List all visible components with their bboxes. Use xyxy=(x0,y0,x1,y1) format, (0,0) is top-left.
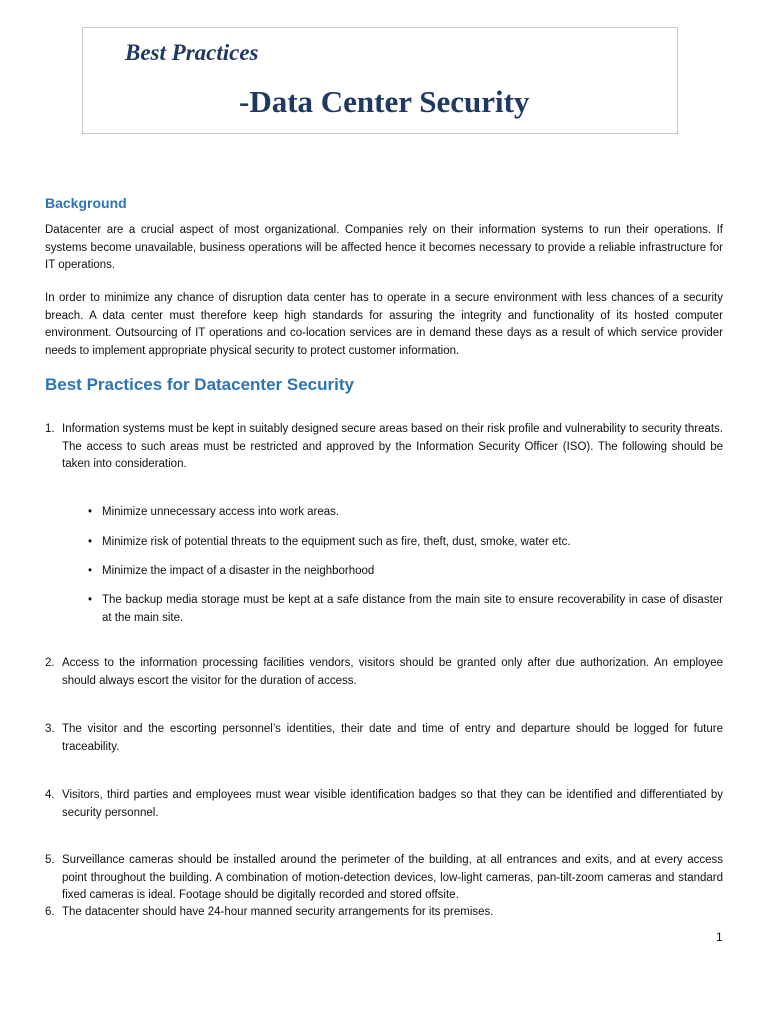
page-number: 1 xyxy=(716,930,723,944)
list-item xyxy=(45,904,723,922)
bullet-item xyxy=(88,563,723,581)
bullet-icon: • xyxy=(88,565,93,577)
list-item-number: 1. xyxy=(45,423,55,435)
bullet-text: The backup media storage must be kept at a safe distance from the main site to ensure recoverability in case of disaster at the main site. xyxy=(102,594,723,624)
list-item xyxy=(45,721,723,756)
title-box xyxy=(82,27,678,134)
list-item-text: Information systems must be kept in suitably designed secure areas based on their risk profile and vulnerability to security threats. The access to such areas must be restricted and approved by the Information Security Officer (ISO). The following should be taken into consideration. xyxy=(62,423,723,470)
list-item-text: The visitor and the escorting personnel’s identities, their date and time of entry and departure should be logged for future traceability. xyxy=(62,723,723,753)
bullet-text: Minimize the impact of a disaster in the neighborhood xyxy=(102,565,375,577)
list-item-number: 4. xyxy=(45,789,55,801)
list-item xyxy=(45,421,723,474)
list-item-number: 2. xyxy=(45,657,55,669)
bullet-icon: • xyxy=(88,594,93,606)
document-title-line2: -Data Center Security xyxy=(239,84,530,119)
document-title-line1: Best Practices xyxy=(125,40,259,65)
bullet-item xyxy=(88,592,723,627)
bullet-item xyxy=(88,504,723,522)
list-item xyxy=(45,787,723,822)
best-practices-heading: Best Practices for Datacenter Security xyxy=(45,375,354,394)
background-heading: Background xyxy=(45,195,127,211)
list-item xyxy=(45,655,723,690)
bullet-text: Minimize risk of potential threats to the equipment such as fire, theft, dust, smoke, water etc. xyxy=(102,536,571,548)
list-item-number: 6. xyxy=(45,906,55,918)
list-item-text: The datacenter should have 24-hour manned security arrangements for its premises. xyxy=(62,906,494,918)
background-paragraph-2: In order to minimize any chance of disruption data center has to operate in a secure environment with less chances of a security breach. A data center must therefore keep high standards for assuring the integrity and functionality of its hosted computer environment. Outsourcing of IT operations and co-location services are in demand these days as a result of which service provider needs to implement appropriate physical security to protect customer information. xyxy=(45,292,723,357)
list-item-text: Access to the information processing facilities vendors, visitors should be granted only after due authorization. An employee should always escort the visitor for the duration of access. xyxy=(62,657,723,687)
list-item-text: Visitors, third parties and employees must wear visible identification badges so that they can be identified and differentiated by security personnel. xyxy=(62,789,723,819)
list-item-text: Surveillance cameras should be installed around the perimeter of the building, at all entrances and exits, and at every access point throughout the building. A combination of motion-detection devices, low-light cameras, pan-tilt-zoom cameras and standard fixed cameras is ideal. Footage should be digitally recorded and stored offsite. xyxy=(62,854,723,901)
list-item-number: 3. xyxy=(45,723,55,735)
bullet-item xyxy=(88,534,723,552)
bullet-text: Minimize unnecessary access into work areas. xyxy=(102,506,340,518)
list-item xyxy=(45,852,723,905)
background-paragraph-1: Datacenter are a crucial aspect of most organizational. Companies rely on their information systems to run their operations. If systems become unavailable, business operations will be affected hence it becomes necessary to provide a reliable infrastructure for IT operations. xyxy=(45,224,723,271)
list-item-number: 5. xyxy=(45,854,55,866)
bullet-icon: • xyxy=(88,536,93,548)
bullet-icon: • xyxy=(88,506,93,518)
